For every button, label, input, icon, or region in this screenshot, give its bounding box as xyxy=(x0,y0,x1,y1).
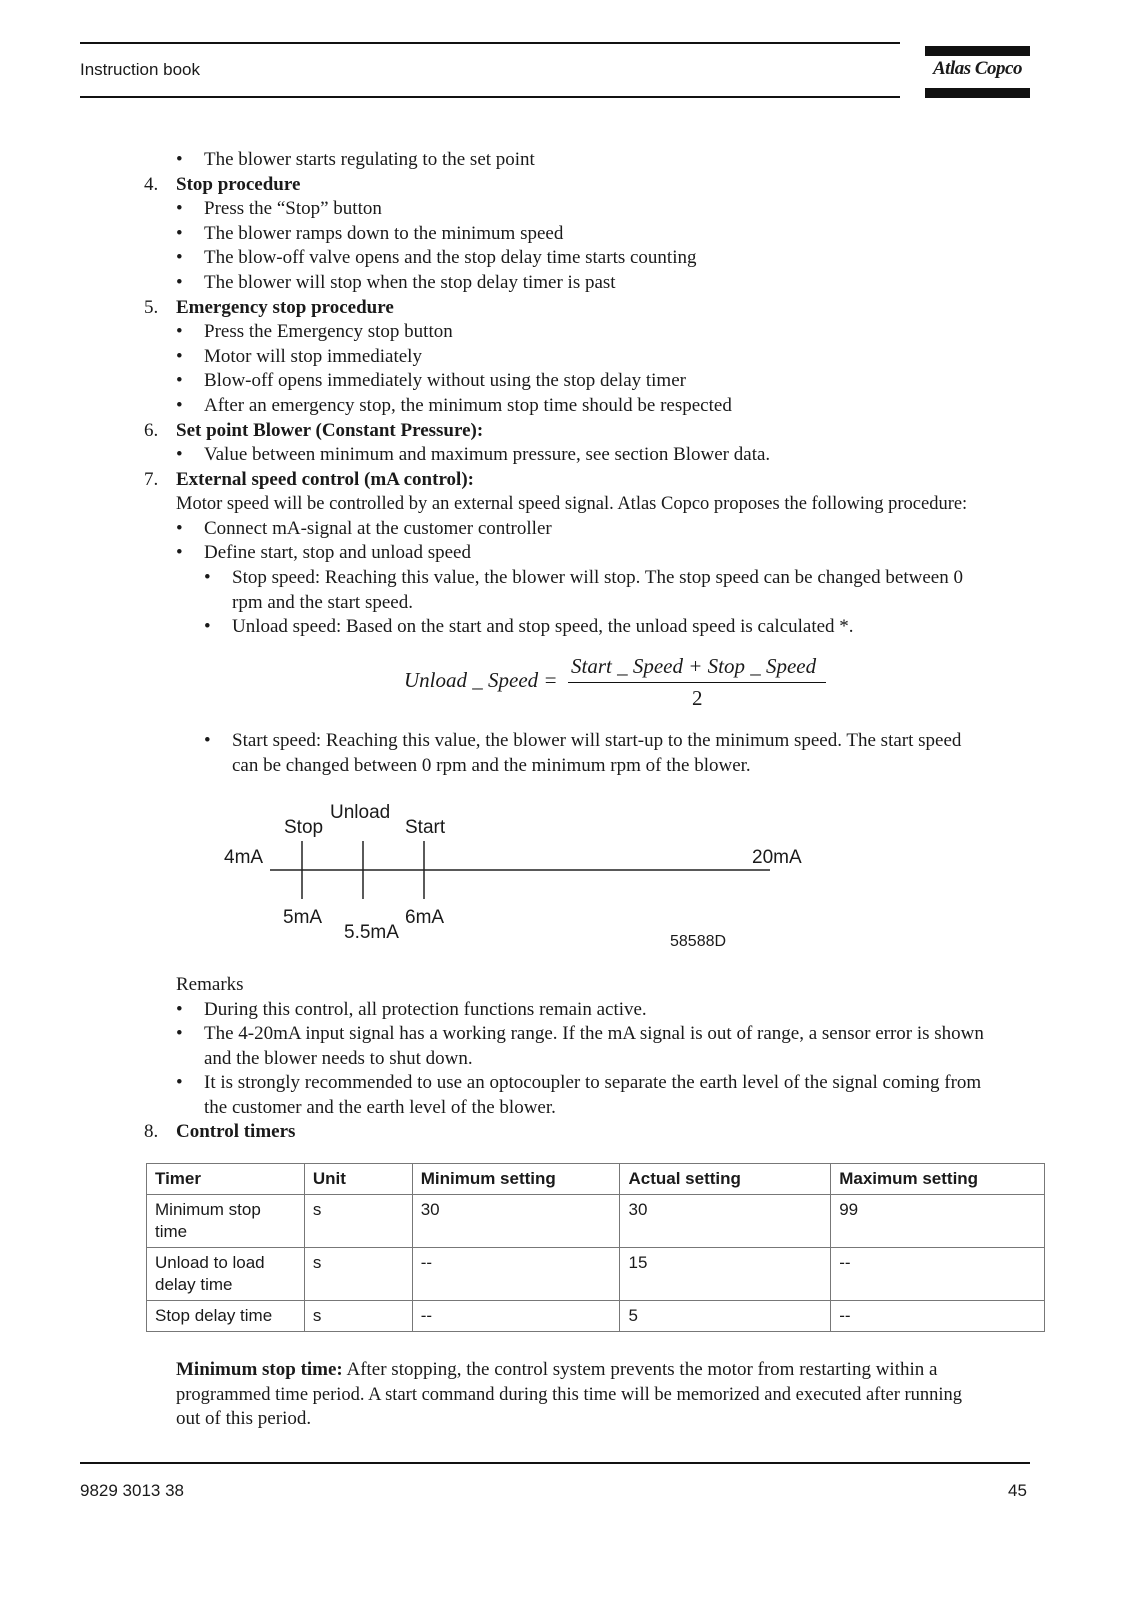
remarks-heading: Remarks xyxy=(176,974,244,995)
bullet: • xyxy=(176,272,183,293)
footer-rule xyxy=(80,1462,1030,1464)
section-heading: Stop procedure xyxy=(176,174,301,195)
table-cell: -- xyxy=(412,1301,620,1332)
section-heading: Set point Blower (Constant Pressure): xyxy=(176,420,484,441)
list-item: Press the “Stop” button xyxy=(204,198,382,219)
bullet: • xyxy=(176,370,183,391)
label-5ma: 5mA xyxy=(283,907,323,928)
bullet: • xyxy=(176,518,183,539)
list-item: Define start, stop and unload speed xyxy=(204,542,471,563)
document-number: 9829 3013 38 xyxy=(80,1481,184,1500)
formula-numerator: Start _ Speed + Stop _ Speed xyxy=(571,654,817,678)
paragraph-text: programmed time period. A start command during this time will be memorized and executed after running xyxy=(176,1384,963,1405)
table-cell: Minimum stop time xyxy=(147,1195,305,1248)
section-heading: External speed control (mA control): xyxy=(176,469,474,490)
list-item: It is strongly recommended to use an optocoupler to separate the earth level of the signal coming from xyxy=(204,1072,982,1093)
paragraph-text: out of this period. xyxy=(176,1408,312,1429)
list-item: Connect mA-signal at the customer controller xyxy=(204,518,552,539)
table-cell: 5 xyxy=(620,1301,831,1332)
column-header: Actual setting xyxy=(620,1164,831,1195)
table-cell: 99 xyxy=(831,1195,1045,1248)
table-row xyxy=(147,1301,1045,1332)
table-cell: -- xyxy=(412,1248,620,1301)
list-item: Unload speed: Based on the start and stop speed, the unload speed is calculated *. xyxy=(232,616,854,637)
bullet: • xyxy=(176,395,183,416)
label-5-5ma: 5.5mA xyxy=(344,922,399,943)
figure-ref-code: 58588D xyxy=(670,933,727,950)
bullet: • xyxy=(204,567,211,588)
bullet: • xyxy=(204,616,211,637)
formula-lhs: Unload _ Speed = xyxy=(404,668,558,692)
list-item: Stop speed: Reaching this value, the blower will stop. The stop speed can be changed between 0 xyxy=(232,567,963,588)
label-unload: Unload xyxy=(330,802,391,823)
table-cell: s xyxy=(304,1248,412,1301)
bullet: • xyxy=(176,1023,183,1044)
list-item: Value between minimum and maximum pressure, see section Blower data. xyxy=(204,444,771,465)
table-cell: -- xyxy=(831,1301,1045,1332)
minimum-stop-time-paragraph xyxy=(176,1358,1046,1432)
ma-signal-diagram xyxy=(210,795,802,960)
table-cell: s xyxy=(304,1195,412,1248)
fraction-bar xyxy=(568,682,826,683)
label-4ma: 4mA xyxy=(224,847,264,868)
list-item-continued: the customer and the earth level of the blower. xyxy=(204,1097,556,1118)
list-item: The blower ramps down to the minimum speed xyxy=(204,223,564,244)
control-timers-table xyxy=(146,1163,1045,1332)
list-item: Start speed: Reaching this value, the blower will start-up to the minimum speed. The start speed xyxy=(232,730,962,751)
bullet: • xyxy=(176,149,183,170)
header-top-rule xyxy=(80,42,900,44)
table-row xyxy=(147,1195,1045,1248)
list-item: The blower will stop when the stop delay timer is past xyxy=(204,272,616,293)
bullet: • xyxy=(204,730,211,751)
list-item-continued: rpm and the start speed. xyxy=(232,592,413,613)
header-bottom-rule xyxy=(80,96,900,98)
column-header: Minimum setting xyxy=(412,1164,620,1195)
list-item: The blower starts regulating to the set point xyxy=(204,149,535,170)
bullet: • xyxy=(176,999,183,1020)
table-cell: Unload to load delay time xyxy=(147,1248,305,1301)
atlas-copco-logo xyxy=(925,46,1030,100)
label-start: Start xyxy=(405,817,446,838)
label-6ma: 6mA xyxy=(405,907,445,928)
list-item: Blow-off opens immediately without using the stop delay timer xyxy=(204,370,686,391)
paragraph-text: After stopping, the control system prevents the motor from restarting within a xyxy=(346,1359,938,1380)
bullet: • xyxy=(176,321,183,342)
paragraph: Motor speed will be controlled by an external speed signal. Atlas Copco proposes the following procedure: xyxy=(176,494,968,514)
list-item: During this control, all protection functions remain active. xyxy=(204,999,647,1020)
table-cell: Stop delay time xyxy=(147,1301,305,1332)
section-heading: Control timers xyxy=(176,1121,296,1142)
list-item: Motor will stop immediately xyxy=(204,346,422,367)
table-cell: -- xyxy=(831,1248,1045,1301)
bullet: • xyxy=(176,1072,183,1093)
table-header-row xyxy=(147,1164,1045,1195)
column-header: Unit xyxy=(304,1164,412,1195)
formula-denominator: 2 xyxy=(692,686,703,710)
bullet: • xyxy=(176,542,183,563)
table-cell: 30 xyxy=(412,1195,620,1248)
logo-text: Atlas Copco xyxy=(933,58,1022,79)
label-stop: Stop xyxy=(284,817,324,838)
label-20ma: 20mA xyxy=(752,847,802,868)
column-header: Timer xyxy=(147,1164,305,1195)
list-item-continued: and the blower needs to shut down. xyxy=(204,1048,473,1069)
step-number: 8. xyxy=(144,1121,159,1142)
column-header: Maximum setting xyxy=(831,1164,1045,1195)
bullet: • xyxy=(176,444,183,465)
bullet: • xyxy=(176,247,183,268)
table-cell: 15 xyxy=(620,1248,831,1301)
bullet: • xyxy=(176,346,183,367)
list-item: After an emergency stop, the minimum stop time should be respected xyxy=(204,395,732,416)
step-number: 6. xyxy=(144,420,159,441)
header-title: Instruction book xyxy=(80,60,201,79)
page-number: 45 xyxy=(1008,1481,1027,1500)
list-item: Press the Emergency stop button xyxy=(204,321,453,342)
step-number: 4. xyxy=(144,174,159,195)
table-cell: s xyxy=(304,1301,412,1332)
term-label: Minimum stop time: xyxy=(176,1359,343,1380)
bullet: • xyxy=(176,223,183,244)
list-item: The 4-20mA input signal has a working range. If the mA signal is out of range, a sensor error is shown xyxy=(204,1023,984,1044)
list-item: The blow-off valve opens and the stop delay time starts counting xyxy=(204,247,697,268)
list-item-continued: can be changed between 0 rpm and the minimum rpm of the blower. xyxy=(232,755,751,776)
step-number: 5. xyxy=(144,297,159,318)
bullet: • xyxy=(176,198,183,219)
table-cell: 30 xyxy=(620,1195,831,1248)
step-number: 7. xyxy=(144,469,159,490)
table-row xyxy=(147,1248,1045,1301)
section-heading: Emergency stop procedure xyxy=(176,297,394,318)
